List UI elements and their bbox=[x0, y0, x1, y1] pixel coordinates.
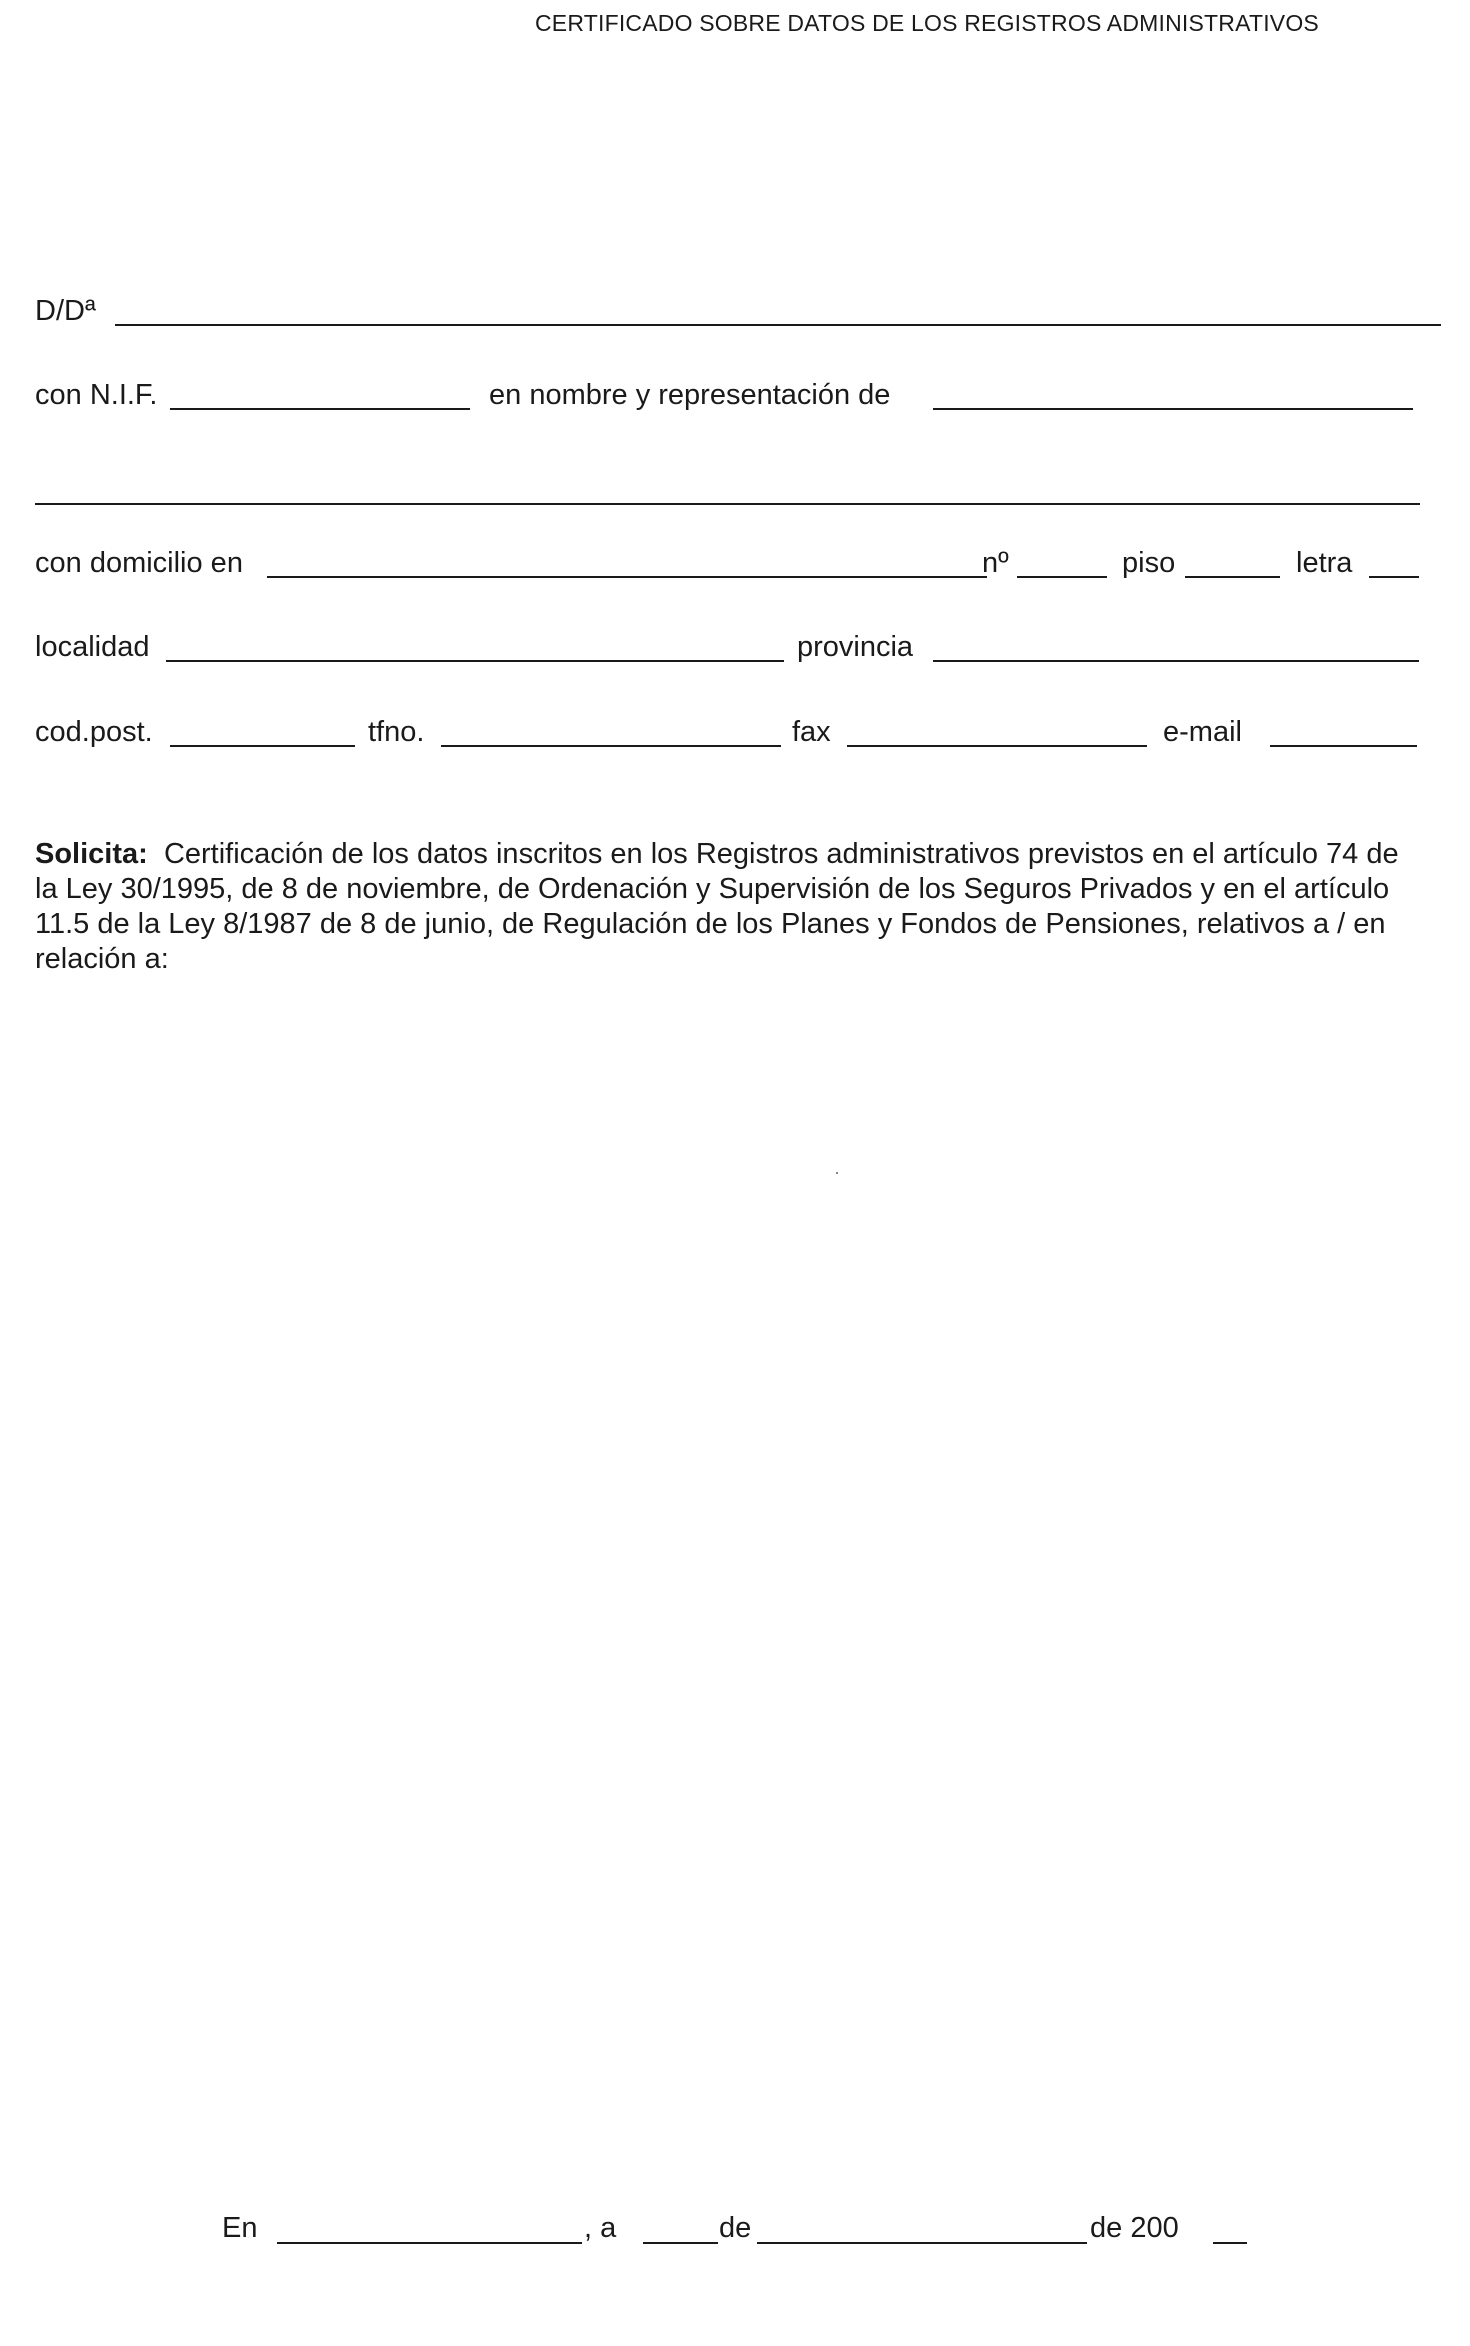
floor-field[interactable] bbox=[1185, 576, 1280, 578]
day-field[interactable] bbox=[643, 2242, 718, 2244]
name-row bbox=[35, 294, 1420, 334]
name-field[interactable] bbox=[115, 324, 1441, 326]
phone-label: tfno. bbox=[368, 716, 425, 748]
place-label: En bbox=[222, 2212, 258, 2244]
nif-field[interactable] bbox=[170, 408, 470, 410]
month-prefix-label: de bbox=[719, 2212, 752, 2244]
request-paragraph bbox=[35, 837, 1425, 977]
address-label: con domicilio en bbox=[35, 547, 243, 579]
fax-label: fax bbox=[792, 716, 831, 748]
year-prefix-label: de 200 bbox=[1090, 2212, 1179, 2244]
locality-label: localidad bbox=[35, 631, 150, 663]
floor-label: piso bbox=[1122, 547, 1176, 579]
number-field[interactable] bbox=[1017, 576, 1107, 578]
name-label: D/Dª bbox=[35, 295, 96, 327]
month-field[interactable] bbox=[757, 2242, 1087, 2244]
year-field[interactable] bbox=[1213, 2242, 1247, 2244]
letter-field[interactable] bbox=[1369, 576, 1419, 578]
representation-field[interactable] bbox=[933, 408, 1413, 410]
address-row bbox=[35, 546, 1420, 586]
contact-row bbox=[35, 715, 1420, 755]
number-label: nº bbox=[982, 547, 1009, 579]
nif-row bbox=[35, 378, 1420, 418]
phone-field[interactable] bbox=[441, 745, 781, 747]
email-label: e-mail bbox=[1163, 716, 1242, 748]
email-field[interactable] bbox=[1270, 745, 1417, 747]
postal-label: cod.post. bbox=[35, 716, 153, 748]
document-title: CERTIFICADO SOBRE DATOS DE LOS REGISTROS ADMINISTRATIVOS bbox=[535, 10, 1319, 36]
date-line bbox=[222, 2212, 1272, 2252]
request-heading: Solicita: bbox=[35, 838, 148, 870]
day-prefix-label: , a bbox=[584, 2212, 617, 2244]
province-field[interactable] bbox=[933, 660, 1419, 662]
address-field[interactable] bbox=[267, 576, 987, 578]
place-field[interactable] bbox=[277, 2242, 582, 2244]
locality-field[interactable] bbox=[166, 660, 784, 662]
representation-label: en nombre y representación de bbox=[489, 379, 891, 411]
representation-continuation-field[interactable] bbox=[35, 503, 1420, 505]
request-text: Certificación de los datos inscritos en los Registros administrativos previstos en el artículo 74 de la Ley 30/1995, de 8 de noviembre, de Ordenación y Supervisión de los Seguros Privados y en el artículo 11.5 de la Ley 8/1987 de 8 de junio, de Regulación de los Planes y Fondos de Pensiones, relativos a / en relación a: bbox=[35, 838, 1399, 975]
postal-field[interactable] bbox=[170, 745, 355, 747]
letter-label: letra bbox=[1296, 547, 1353, 579]
nif-label: con N.I.F. bbox=[35, 379, 158, 411]
scan-speck bbox=[836, 1172, 838, 1174]
fax-field[interactable] bbox=[847, 745, 1147, 747]
province-label: provincia bbox=[797, 631, 914, 663]
locality-row bbox=[35, 630, 1420, 670]
